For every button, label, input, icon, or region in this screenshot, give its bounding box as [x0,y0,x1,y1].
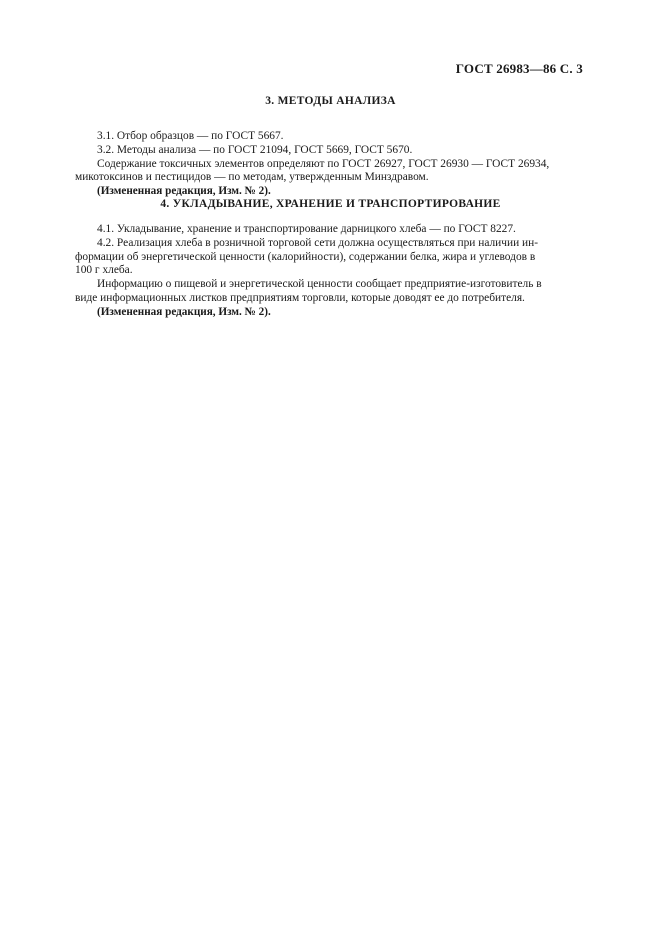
clause-3-1-text: 3.1. Отбор образцов — по ГОСТ 5667. [97,130,284,142]
clause-4-2-text-1: 4.2. Реализация хлеба в розничной торговой сети должна осуществляться при наличии ин- [97,236,539,249]
clause-3-2 [97,144,583,158]
clause-4-2-text-2: формации об энергетической ценности (калорийности), содержании белка, жира и углеводов в [75,250,536,263]
toxic-elements-line-2 [75,171,583,185]
info-text-1: Информацию о пищевой и энергетической ценности сообщает предприятие-изготовитель в [97,278,542,291]
section-4-title: 4. УКЛАДЫВАНИЕ, ХРАНЕНИЕ И ТРАНСПОРТИРОВАНИЕ [160,198,501,210]
info-line-2 [75,292,583,306]
clause-3-2-text: 3.2. Методы анализа — по ГОСТ 21094, ГОСТ 5669, ГОСТ 5670. [97,143,413,156]
clause-4-2-text-3: 100 г хлеба. [75,264,133,277]
running-header: ГОСТ 26983—86 С. 3 [455,61,583,76]
toxic-elements-text-2: микотоксинов и пестицидов — по методам, утвержденным Минздравом. [75,171,429,184]
edition-note-4: (Измененная редакция, Изм. № 2). [97,305,271,318]
info-line-1 [97,278,583,292]
edition-note-3: (Измененная редакция, Изм. № 2). [97,185,271,198]
clause-4-1-text: 4.1. Укладывание, хранение и транспортирование дарницкого хлеба — по ГОСТ 8227. [97,223,516,235]
section-4-body [75,223,583,320]
clause-4-2-line-2 [75,251,583,265]
info-text-2: виде информационных листков предприятиям торговли, которые доводят ее до потребителя. [75,291,525,304]
clause-4-2-line-1 [97,237,583,251]
clause-4-1 [97,223,583,237]
toxic-elements-line-1 [97,158,583,172]
toxic-elements-text-1: Содержание токсичных элементов определяют по ГОСТ 26927, ГОСТ 26930 — ГОСТ 26934, [97,157,550,170]
section-3-title: 3. МЕТОДЫ АНАЛИЗА [265,95,396,107]
section-3-body [75,130,583,199]
clause-4-2-line-3 [75,264,583,278]
clause-3-1 [97,130,583,144]
